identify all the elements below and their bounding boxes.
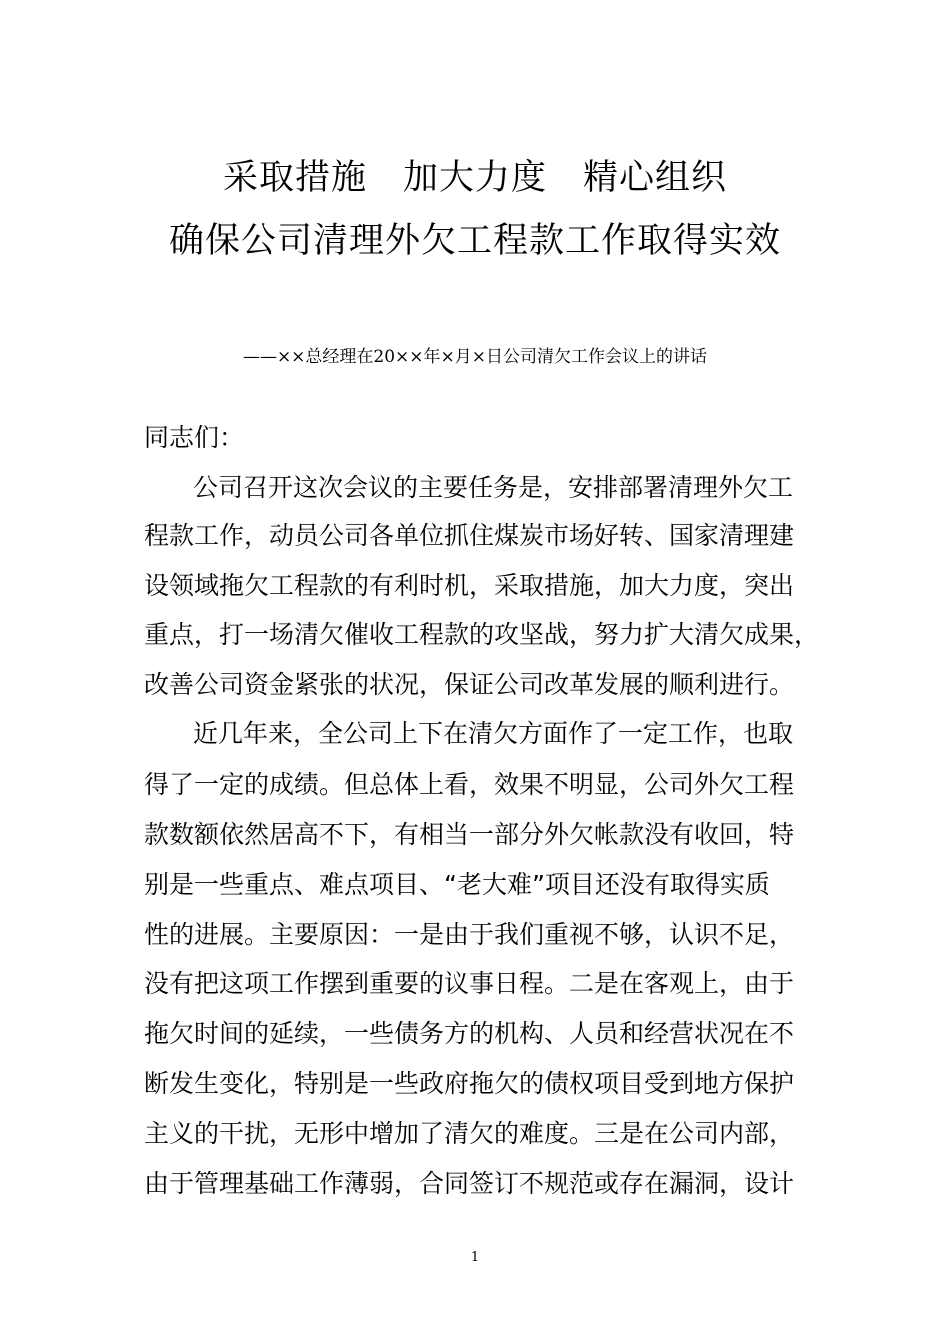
- body-line: 主义的干扰，无形中增加了清欠的难度。三是在公司内部，: [144, 1119, 795, 1148]
- body-line: 得了一定的成绩。但总体上看，效果不明显，公司外欠工程: [144, 770, 795, 799]
- body-line: 由于管理基础工作薄弱，合同签订不规范或存在漏洞，设计: [144, 1169, 795, 1198]
- body-line: 重点，打一场清欠催收工程款的攻坚战，努力扩大清欠成果，: [144, 620, 820, 649]
- body-line: 公司召开这次会议的主要任务是，安排部署清理外欠工: [193, 473, 794, 502]
- page-number: 1: [470, 1250, 480, 1265]
- body-line: 程款工作，动员公司各单位抓住煤炭市场好转、国家清理建: [144, 521, 795, 550]
- title-line-1: 采取措施 加大力度 精心组织: [222, 158, 727, 198]
- body-line: 没有把这项工作摆到重要的议事日程。二是在客观上，由于: [144, 969, 795, 998]
- body-line: 断发生变化，特别是一些政府拖欠的债权项目受到地方保护: [144, 1069, 795, 1098]
- salutation: 同志们：: [144, 423, 245, 452]
- title-line-2: 确保公司清理外欠工程款工作取得实效: [168, 221, 781, 261]
- body-line: 拖欠时间的延续，一些债务方的机构、人员和经营状况在不: [144, 1019, 795, 1048]
- speech-subtitle: ——××总经理在20××年×月×日公司清欠工作会议上的讲话: [242, 347, 708, 367]
- body-line: 设领域拖欠工程款的有利时机，采取措施，加大力度，突出: [144, 571, 795, 600]
- body-line: 改善公司资金紧张的状况，保证公司改革发展的顺利进行。: [144, 670, 795, 699]
- body-line: 性的进展。主要原因：一是由于我们重视不够，认识不足，: [144, 920, 795, 949]
- body-line: 别是一些重点、难点项目、“老大难”项目还没有取得实质: [144, 870, 770, 899]
- body-line: 款数额依然居高不下，有相当一部分外欠帐款没有收回，特: [144, 820, 795, 849]
- body-line: 近几年来，全公司上下在清欠方面作了一定工作，也取: [193, 719, 794, 748]
